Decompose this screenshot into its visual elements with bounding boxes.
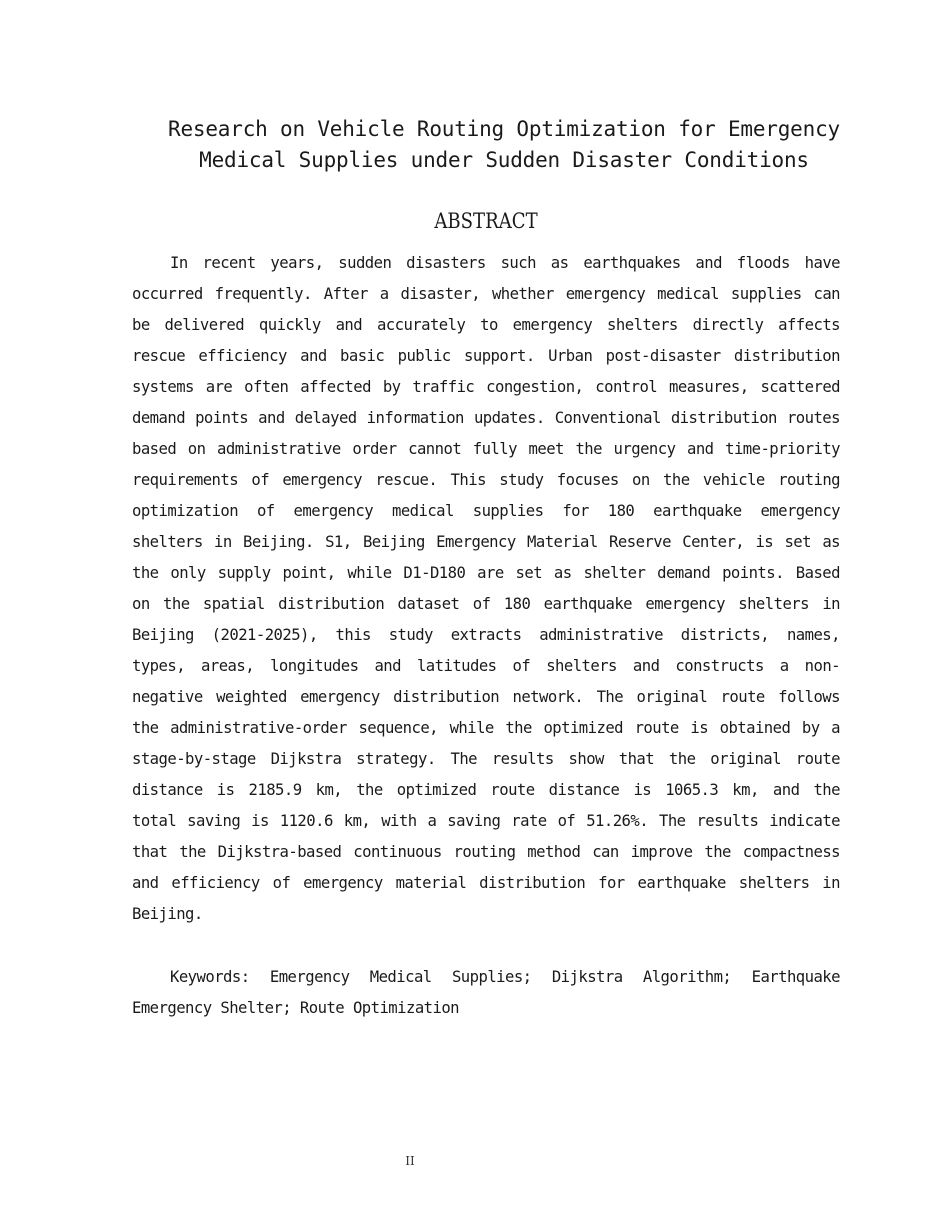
document-title — [150, 114, 858, 176]
abstract-body: In recent years, sudden disasters such as earthquakes and floods have occurred frequently. After a disaster, whether emergency medical supplies can be delivered quickly and accurately to emergency shelters directly affects rescue efficiency and basic public support. Urban post-disaster distribution systems are often affected by traffic congestion, control measures, scattered demand points and delayed information updates. Conventional distribution routes based on administrative order cannot fully meet the urgency and time-priority requirements of emergency rescue. This study focuses on the vehicle routing optimization of emergency medical supplies for 180 earthquake emergency shelters in Beijing. S1, Beijing Emergency Material Reserve Center, is set as the only supply point, while D1-D180 are set as shelter demand points. Based on the spatial distribution dataset of 180 earthquake emergency shelters in Beijing (2021-2025), this study extracts administrative districts, names, types, areas, longitudes and latitudes of shelters and constructs a non-negative weighted emergency distribution network. The original route follows the administrative-order sequence, while the optimized route is obtained by a stage-by-stage Dijkstra strategy. The results show that the original route distance is 2185.9 km, the optimized route distance is 1065.3 km, and the total saving is 1120.6 km, with a saving rate of 51.26%. The results indicate that the Dijkstra-based continuous routing method can improve the compactness and efficiency of emergency material distribution for earthquake shelters in Beijing. — [132, 254, 840, 923]
keywords: Keywords: Emergency Medical Supplies; Dijkstra Algorithm; Earthquake Emergency Shelter; Route Optimization — [132, 968, 840, 1017]
title-line-1: Research on Vehicle Routing Optimization for Emergency — [168, 117, 840, 141]
page-number: II — [405, 1154, 415, 1168]
title-line-2: Medical Supplies under Sudden Disaster Conditions — [199, 148, 809, 172]
abstract-heading: ABSTRACT — [434, 209, 538, 233]
